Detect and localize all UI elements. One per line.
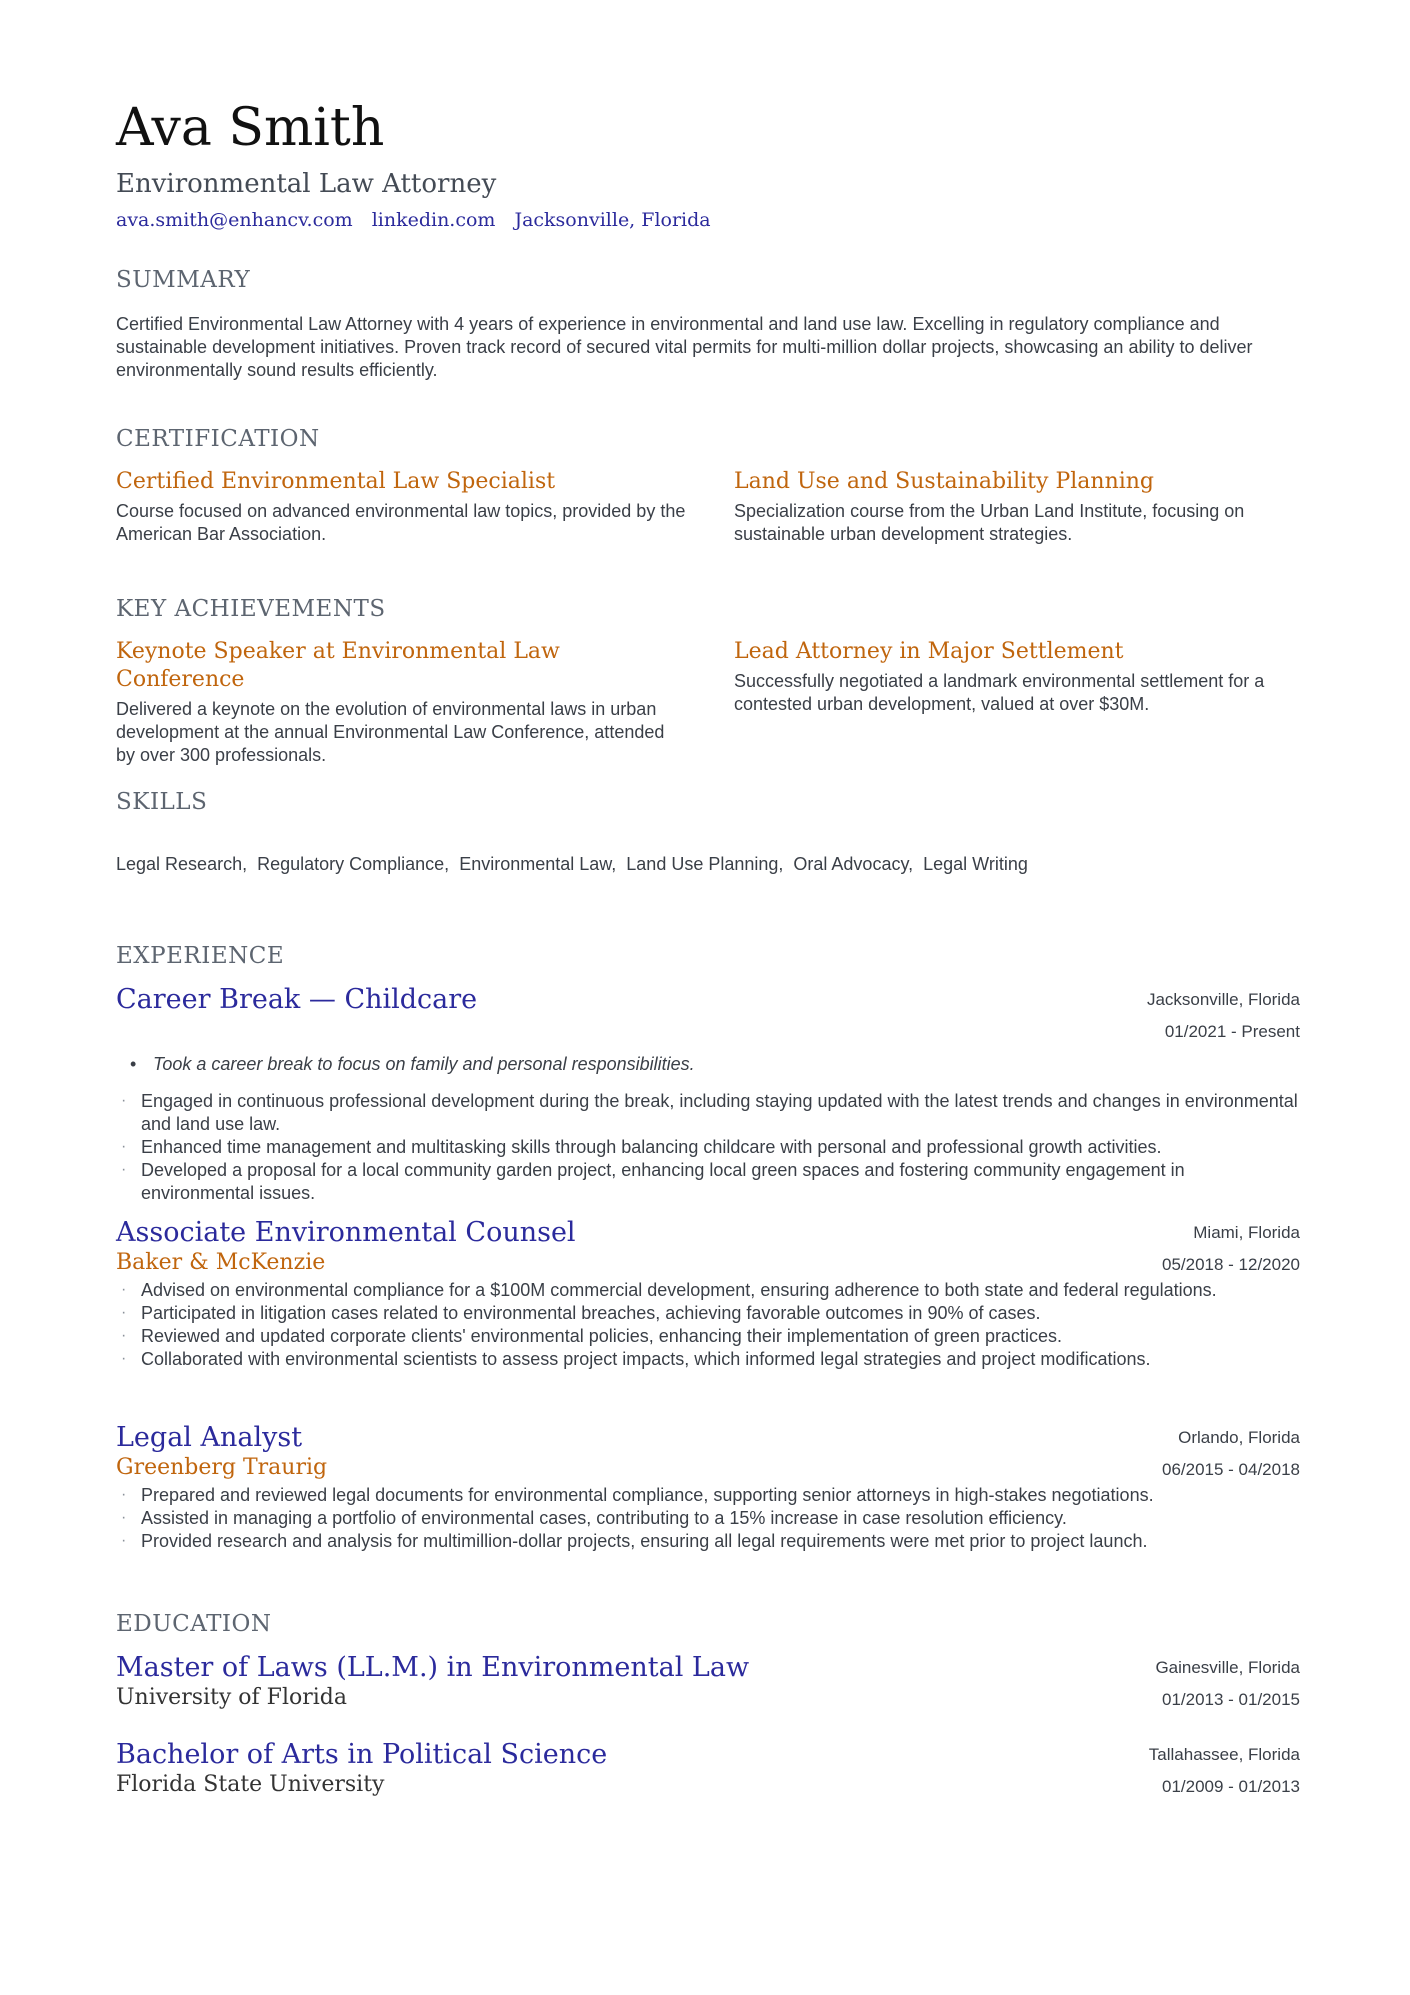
education-school: University of Florida	[116, 1685, 347, 1710]
resume-page	[116, 96, 1300, 1797]
certification-item	[734, 468, 1304, 546]
job-title: Associate Environmental Counsel	[116, 1217, 576, 1248]
education-entry	[116, 1739, 1300, 1799]
certification-title: Certified Environmental Law Specialist	[116, 469, 556, 494]
job-dates: 05/2018 - 12/2020	[1161, 1255, 1300, 1274]
education-meta	[1155, 1652, 1300, 1716]
candidate-title: Environmental Law Attorney	[116, 169, 497, 199]
experience-heading: EXPERIENCE	[116, 943, 285, 969]
job-meta	[1162, 1422, 1300, 1486]
candidate-name: Ava Smith	[116, 98, 385, 158]
certification-title: Land Use and Sustainability Planning	[734, 469, 1155, 494]
job-meta	[1147, 984, 1300, 1048]
skill-item: Environmental Law,	[459, 854, 617, 874]
education-location: Gainesville, Florida	[1155, 1658, 1300, 1677]
achievement-title: Keynote Speaker at Environmental Law Conference	[116, 639, 560, 692]
skills-heading: SKILLS	[116, 789, 208, 815]
education-heading: EDUCATION	[116, 1611, 272, 1637]
achievement-desc: Delivered a keynote on the evolution of environmental laws in urban development at the annual Environmental Law Conference, attended by over 300 professionals.	[116, 699, 665, 765]
education-dates: 01/2009 - 01/2013	[1161, 1777, 1300, 1796]
achievement-item	[116, 638, 686, 767]
skill-item: Oral Advocacy,	[793, 854, 914, 874]
job-company: Greenberg Traurig	[116, 1455, 328, 1480]
job-title: Legal Analyst	[116, 1422, 303, 1453]
job-bullet: · Engaged in continuous professional development during the break, including staying updated with the latest trends and changes in environmental and land use law.	[116, 1090, 1300, 1136]
education-entry	[116, 1652, 1300, 1712]
job-bullet: · Provided research and analysis for multimillion-dollar projects, ensuring all legal requirements were met prior to project launch.	[116, 1530, 1300, 1553]
achievement-desc: Successfully negotiated a landmark environmental settlement for a contested urban development, valued at over $30M.	[734, 671, 1265, 714]
job-bullet: · Participated in litigation cases related to environmental breaches, achieving favorable outcomes in 90% of cases.	[116, 1302, 1300, 1325]
job-company: Baker & McKenzie	[116, 1250, 326, 1275]
job-bullet: · Developed a proposal for a local community garden project, enhancing local green spaces and fostering community engagement in environmental issues.	[116, 1159, 1300, 1205]
skills-list	[116, 852, 1028, 876]
summary-text: Certified Environmental Law Attorney with 4 years of experience in environmental and land use law. Excelling in regulatory compliance and sustainable development initiatives. Proven track record of secured vital permits for multi-million dollar projects, showcasing an ability to deliver environmentally sound results efficiently.	[116, 314, 1253, 380]
skill-item: Regulatory Compliance,	[257, 854, 450, 874]
certification-item	[116, 468, 686, 546]
job-bullet: · Collaborated with environmental scientists to assess project impacts, which informed legal strategies and project modifications.	[116, 1348, 1300, 1371]
job-bullet: · Reviewed and updated corporate clients' environmental policies, enhancing their implementation of green practices.	[116, 1325, 1300, 1348]
certification-desc: Course focused on advanced environmental law topics, provided by the American Bar Association.	[116, 501, 686, 544]
skill-item: Legal Writing	[923, 854, 1028, 874]
job-meta	[1162, 1217, 1300, 1281]
contact-line	[116, 208, 1300, 232]
job-bullets	[116, 1484, 1300, 1553]
linkedin-link[interactable]: linkedin.com	[371, 209, 496, 231]
job-dates: 01/2021 - Present	[1164, 1022, 1300, 1041]
experience-entry	[116, 1422, 1300, 1553]
job-bullet: · Prepared and reviewed legal documents for environmental compliance, supporting senior attorneys in high-stakes negotiations.	[116, 1484, 1300, 1507]
job-bullets	[116, 1279, 1300, 1371]
job-location: Jacksonville, Florida	[1146, 990, 1300, 1009]
achievements-heading: KEY ACHIEVEMENTS	[116, 596, 386, 622]
career-break-note: • Took a career break to focus on family and personal responsibilities.	[116, 1053, 1300, 1076]
summary-heading: SUMMARY	[116, 267, 251, 293]
certification-heading: CERTIFICATION	[116, 426, 320, 452]
skill-item: Legal Research,	[116, 854, 248, 874]
achievement-item	[734, 638, 1304, 716]
education-school: Florida State University	[116, 1772, 385, 1797]
certification-desc: Specialization course from the Urban Land Institute, focusing on sustainable urban development strategies.	[734, 501, 1245, 544]
job-location: Miami, Florida	[1193, 1223, 1300, 1242]
skill-item: Land Use Planning,	[626, 854, 784, 874]
education-degree: Bachelor of Arts in Political Science	[116, 1739, 608, 1770]
email-link[interactable]: ava.smith@enhancv.com	[116, 209, 353, 231]
location-link[interactable]: Jacksonville, Florida	[514, 209, 711, 231]
education-degree: Master of Laws (LL.M.) in Environmental Law	[116, 1652, 750, 1683]
job-dates: 06/2015 - 04/2018	[1161, 1460, 1300, 1479]
job-bullets	[116, 1090, 1300, 1205]
education-meta	[1149, 1739, 1300, 1803]
experience-entry	[116, 1217, 1300, 1371]
job-location: Orlando, Florida	[1178, 1428, 1300, 1447]
education-dates: 01/2013 - 01/2015	[1161, 1690, 1300, 1709]
job-bullet: · Assisted in managing a portfolio of environmental cases, contributing to a 15% increase in case resolution efficiency.	[116, 1507, 1300, 1530]
job-bullet: · Enhanced time management and multitasking skills through balancing childcare with personal and professional growth activities.	[116, 1136, 1300, 1159]
education-location: Tallahassee, Florida	[1148, 1745, 1300, 1764]
experience-entry	[116, 984, 1300, 1205]
job-bullet: · Advised on environmental compliance for a $100M commercial development, ensuring adherence to both state and federal regulations.	[116, 1279, 1300, 1302]
job-title: Career Break — Childcare	[116, 984, 478, 1015]
achievement-title: Lead Attorney in Major Settlement	[734, 639, 1124, 664]
